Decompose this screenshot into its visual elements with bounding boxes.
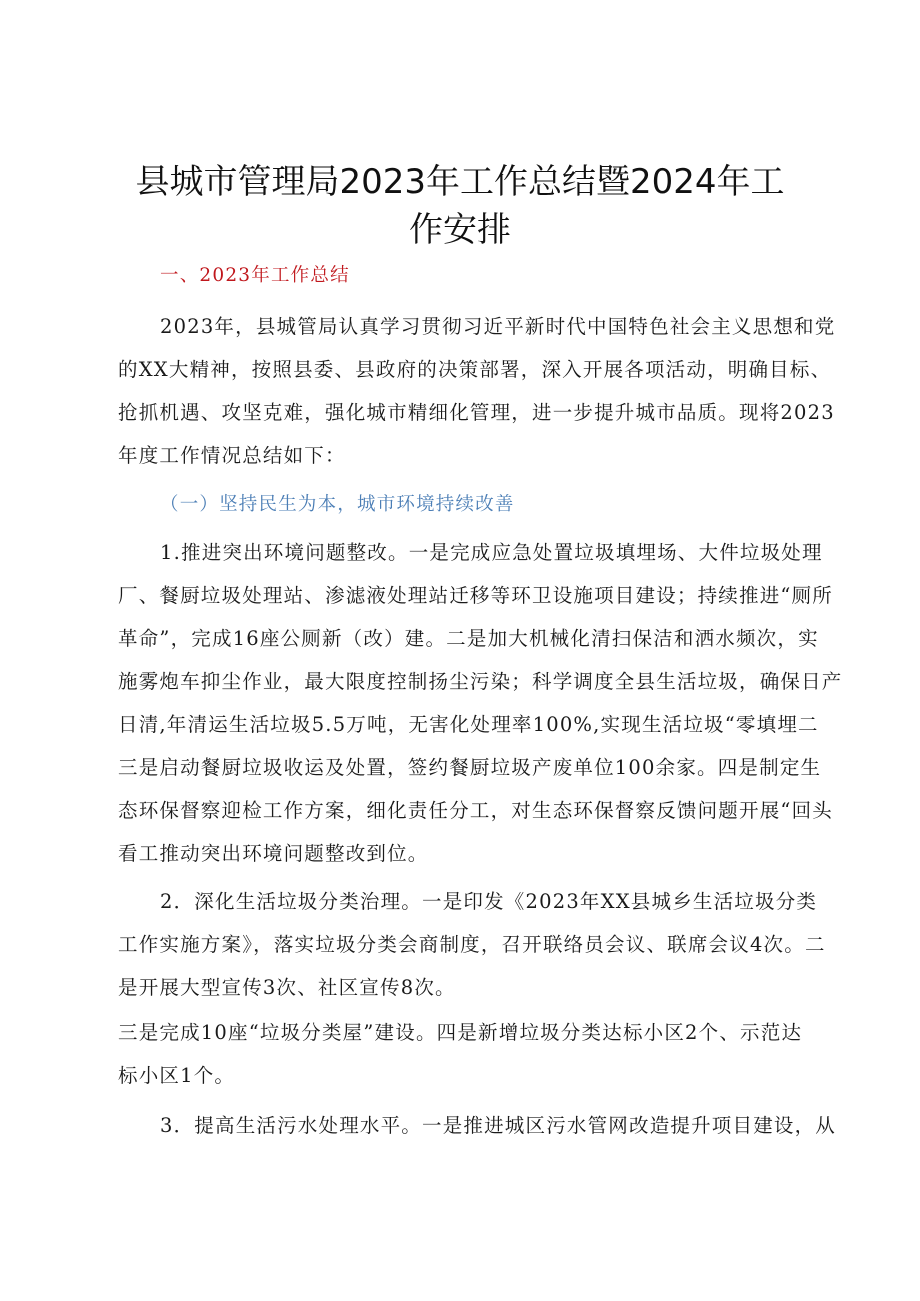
paragraph-line: 抢抓机遇、攻坚克难，强化城市精细化管理，进一步提升城市品质。现将2023: [118, 401, 835, 424]
paragraph-line: 2023年，县城管局认真学习贯彻习近平新时代中国特色社会主义思想和党: [160, 315, 836, 338]
paragraph-line: 看工推动突出环境问题整改到位。: [118, 842, 429, 865]
paragraph-line: 的XX大精神，按照县委、县政府的决策部署，深入开展各项活动，明确目标、: [118, 358, 832, 381]
document-title-line2: 作安排: [409, 210, 511, 250]
paragraph-line: 革命”，完成16座公厕新（改）建。二是加大机械化清扫保洁和洒水频次，实: [118, 627, 819, 650]
paragraph-line: 施雾炮车抑尘作业，最大限度控制扬尘污染；科学调度全县生活垃圾，确保日产: [118, 670, 843, 693]
paragraph-line: 3．提高生活污水处理水平。一是推进城区污水管网改造提升项目建设，从: [160, 1114, 837, 1137]
paragraph-line: 厂、餐厨垃圾处理站、渗滤液处理站迁移等环卫设施项目建设；持续推进“厕所: [118, 584, 833, 607]
paragraph-line: 是开展大型宣传3次、社区宣传8次。: [118, 976, 456, 999]
section-heading-1: 一、2023年工作总结: [160, 265, 350, 286]
paragraph-line: 1.推进突出环境问题整改。一是完成应急处置垃圾填埋场、大件垃圾处理: [160, 541, 823, 564]
paragraph-line: 三是启动餐厨垃圾收运及处置，签约餐厨垃圾产废单位100余家。四是制定生: [118, 756, 822, 779]
paragraph-line: 标小区1个。: [118, 1064, 236, 1087]
paragraph-line: 日清,年清运生活垃圾5.5万吨，无害化处理率100%,实现生活垃圾“零填埋二: [118, 713, 819, 736]
paragraph-line: 年度工作情况总结如下：: [118, 444, 346, 467]
paragraph-line: 态环保督察迎检工作方案，细化责任分工，对生态环保督察反馈问题开展“回头: [118, 799, 833, 822]
subsection-heading: （一）坚持民生为本，城市环境持续改善: [160, 494, 515, 515]
paragraph-line: 工作实施方案》，落实垃圾分类会商制度，召开联络员会议、联席会议4次。二: [118, 933, 826, 956]
paragraph-line: 2．深化生活垃圾分类治理。一是印发《2023年XX县城乡生活垃圾分类: [160, 890, 818, 913]
paragraph-line: 三是完成10座“垃圾分类屋”建设。四是新增垃圾分类达标小区2个、示范达: [118, 1021, 803, 1044]
document-title-line1: 县城市管理局2023年工作总结暨2024年工: [135, 162, 785, 202]
